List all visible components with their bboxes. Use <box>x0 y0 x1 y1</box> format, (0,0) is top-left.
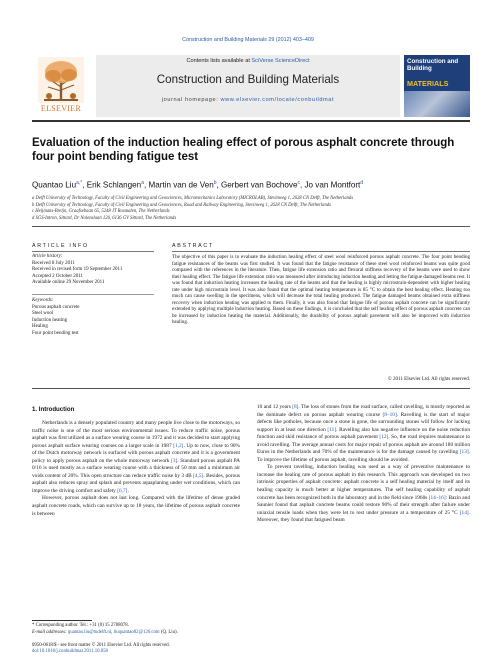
author-affiliation-marker[interactable]: c <box>297 180 300 186</box>
journal-reference[interactable]: Construction and Building Materials 29 (2012) 403–409 <box>182 37 314 43</box>
abstract-copyright: © 2011 Elsevier Ltd. All rights reserved. <box>387 376 470 382</box>
keywords-heading: Keywords: <box>32 298 54 303</box>
keyword: Healing <box>32 324 48 330</box>
cover-photo <box>404 91 470 117</box>
body-text: . Standard porous asphalt PA 0/16 is used mostly as a surface wearing course with a thickness of 50 mm and a minimum air voids content of 20%. This open structure can reduce traffic noise by 3 dB <box>32 457 240 479</box>
author-affiliation-marker[interactable]: a,* <box>76 180 83 186</box>
author-affiliation-marker[interactable]: b <box>213 180 217 186</box>
keyword: Induction heating <box>32 317 68 323</box>
keyword: Steel wool <box>32 311 54 317</box>
body-column-left <box>32 420 240 518</box>
article-info-rule <box>32 251 154 252</box>
author-affiliation-marker[interactable]: a <box>141 180 144 186</box>
body-text: Netherlands is a densely populated country and many people live close to the motorways, so traffic noise is one of the most serious environmental issues. To reduce traffic noise, porous asphalt was first utilized as a surface wearing course in 1972 and it was decided to start applying porous asphalt surface wearing courses on a larger scale in 1987 <box>32 420 240 449</box>
homepage-prefix: journal homepage: <box>161 97 221 103</box>
header-divider <box>32 120 470 122</box>
footnote-rule <box>32 620 92 621</box>
doi-link[interactable]: doi:10.1016/j.conbuildmat.2011.10.058 <box>32 649 108 655</box>
article-info-separator <box>32 294 154 295</box>
body-text: . Besides, porous asphalt also reduces spray and splash and prevents aquaplaning under wet conditions, which can improve the driving comfort and safety <box>32 472 240 494</box>
issn-line: 0950-0618/$ - see front matter © 2011 Elsevier Ltd. All rights reserved. <box>32 643 170 648</box>
author-list <box>32 180 472 190</box>
keyword: Four point bending test <box>32 330 79 336</box>
abstract-text: The objective of this paper is to evaluate the induction healing effect of steel wool reinforced porous asphalt concrete. The four point bending fatigue resistances of the beams was first studied. It was found that the fatigue resistance of these steel wool reinforced beams was quite good compared with the references in the literature. Then, fatigue life extension ratio and flexural stiffness recovery of the beams were used to show their healing effect. The fatigue life extension ratio was measured after introducing induction heating and letting the fatigue damaged beams rest. It was found that induction heating increases the healing rate of the beams and that the healing is highly microstrain-dependent with higher healing rate under high microstrain level. It was also found that the optimal heating temperature is 85 °C to obtain the best healing effect. Heating too much can cause swelling in the specimens, which will decrease the total healing produced. The fatigue damaged beams obtained extra stiffness recovery when induction heating was applied to them. Finally, it was also found that fatigue life of porous asphalt concrete can be significantly extended by applying multiple induction heating. Based on these findings, it is concluded that the self healing effect of porous asphalt concrete can be increased by induction heating the material. Additionally, the durability of porous asphalt pavement will also be improved with induction healing. <box>172 254 470 326</box>
body-paragraph <box>32 420 240 495</box>
author-separator: , <box>299 180 305 190</box>
affiliation: d SGS-Intron, Sittard, Dr Nolenslaan 126, 6136 GV Sittard, The Netherlands <box>32 215 177 221</box>
body-paragraph <box>257 404 470 464</box>
cover-subtitle: MATERIALS <box>407 79 449 88</box>
keywords <box>32 298 156 338</box>
elsevier-logo[interactable] <box>32 55 90 117</box>
body-column-right <box>257 404 470 525</box>
section-divider <box>32 226 470 227</box>
history-entry: Received 8 July 2011 <box>32 260 76 266</box>
article-history-heading: Article history: <box>32 254 63 259</box>
affiliations <box>32 196 472 222</box>
body-text: . Up to now, close to 90% of the Dutch motorway network is surfaced with porous asphalt concrete and it is a government policy to apply porous asphalt on the whole motorway network <box>32 442 240 464</box>
email-separator: , <box>111 630 114 635</box>
article-title: Evaluation of the induction healing effect of porous asphalt concrete through four point bending fatigue test <box>32 137 455 163</box>
abstract-heading: ABSTRACT <box>172 243 214 249</box>
body-text: However, porous asphalt does not last long. Compared with the lifetime of dense graded asphalt concrete roads, which can survive up to 18 years, the lifetime of porous asphalt concrete is between <box>32 495 240 517</box>
affiliation: a Delft University of Technology, Faculty of Civil Engineering and Geosciences, Micromechanics Laboratory (MICROLAB), Stevinweg 1, 2628 CN Delft, The Netherlands <box>32 196 354 201</box>
sciencedirect-link[interactable]: SciVerse ScienceDirect <box>251 58 310 64</box>
history-entry: Available online 29 November 2011 <box>32 280 105 286</box>
citation-link[interactable]: [8–10] <box>382 411 397 418</box>
contents-prefix: Contents lists available at <box>186 58 252 64</box>
cover-title: Construction and Building <box>407 58 459 72</box>
keyword: Porous asphalt concrete <box>32 304 80 310</box>
author-separator: , <box>143 180 149 190</box>
author-name[interactable]: Gerbert van Bochove <box>221 180 298 190</box>
affiliation: c Heijmans-Breijn, Graafsebaan 65, 5248 JT Rosmalen, The Netherlands <box>32 209 170 215</box>
contents-availability <box>96 58 400 64</box>
citation-link[interactable]: [6,7] <box>117 487 128 494</box>
citation-link[interactable]: [13] <box>459 449 469 456</box>
email-label: E-mail addresses: <box>32 630 68 635</box>
affiliation: b Delft University of Technology, Faculty of Civil Engineering and Geosciences, Road and Railway Engineering, Stevinweg 1, 2628 CN Delft, The Netherlands <box>32 202 331 208</box>
body-text: . The loss of stones from the road surface, called ravelling, is mostly reported as the dominate defect on porous asphalt wearing course <box>257 404 470 418</box>
elsevier-wordmark: ELSEVIER <box>40 104 82 113</box>
citation-link[interactable]: [12] <box>379 434 389 441</box>
homepage-link[interactable]: www.elsevier.com/locate/conbuildmat <box>220 97 335 103</box>
section-heading: 1. Introduction <box>32 406 75 413</box>
email-link[interactable]: liuquantao82@126.com <box>113 630 160 635</box>
corresponding-author-note: * Corresponding author. Tel.: +31 (0) 15 2788078. <box>32 623 129 628</box>
citation-link[interactable]: [4,5] <box>193 472 204 479</box>
citation-link[interactable]: [14] <box>459 509 469 516</box>
article-history <box>32 254 156 287</box>
history-entry: Accepted 2 October 2011 <box>32 273 84 279</box>
author-separator: , <box>82 180 87 190</box>
body-text: 10 and 12 years <box>257 404 293 410</box>
author-separator: , <box>216 180 221 190</box>
elsevier-tree-logo <box>38 57 84 103</box>
body-text: . Ravelling is the start of major defects like potholes, because once a stone is gone, the surrounding stones will follow for lacking support in at least one direction <box>257 411 470 433</box>
body-paragraph <box>32 495 240 518</box>
author-name[interactable]: Quantao Liu <box>32 180 77 190</box>
body-text: . So, the road requires maintenance to avoid ravelling. The average annual costs for major repair of porous asphalt are around 180 million Euros in the Netherlands and 70% of the maintenance is for the damage caused by ravelling <box>257 434 470 456</box>
issn-doi <box>32 643 242 656</box>
citation-link[interactable]: [8] <box>292 404 299 410</box>
journal-header <box>32 55 470 117</box>
body-text: . <box>127 487 129 494</box>
journal-homepage <box>96 97 400 103</box>
author-name[interactable]: Erik Schlangen <box>86 180 142 190</box>
body-text: To prevent ravelling, induction healing was used as a way of preventive maintenance to increase the healing rate of porous asphalt in this research. This approach was developed on two intrinsic properties of asphalt concrete: asphalt concrete is a self healing material by itself and its healing capacity is much better at higher temperatures. The self healing capability of asphalt concrete has been recognized both in the laboratory and in the field since 1960s <box>257 464 470 501</box>
body-text: . To improve the lifetime of porous asphalt, ravelling should be avoided. <box>257 449 470 463</box>
citation-link[interactable]: [14–16] <box>428 494 446 501</box>
citation-link[interactable]: [3] <box>171 457 178 464</box>
body-paragraph <box>257 464 470 524</box>
email-addresses <box>32 630 242 636</box>
journal-cover-image[interactable] <box>404 55 470 117</box>
author-name[interactable]: Martin van de Ven <box>148 180 214 190</box>
author-affiliation-marker[interactable]: d <box>360 180 364 186</box>
body-text: . Moreover, they found that fatigued beam <box>257 509 470 524</box>
citation-link[interactable]: [11] <box>327 426 337 433</box>
email-link[interactable]: quantao.liu@tudelft.nl <box>67 630 112 635</box>
history-entry: Received in revised form 19 September 2011 <box>32 267 123 273</box>
abstract-rule <box>172 251 470 252</box>
section-divider <box>32 388 470 389</box>
journal-banner <box>96 55 400 117</box>
journal-name: Construction and Building Materials <box>156 73 340 86</box>
author-name[interactable]: Jo van Montfort <box>304 180 361 190</box>
citation-link[interactable]: [1,2] <box>173 442 184 449</box>
body-text: . Ravelling also has negative influence on the noise reduction function and skid resistance of porous asphalt pavement <box>257 426 470 441</box>
body-text: : Bazin and Saunier found that asphalt concrete beams could restore 90% of their strength after failure under uniaxial tensile loads when they were let to rest under pressure at a temperature of 25 °C <box>257 494 470 516</box>
article-info-heading: ARTICLE INFO <box>32 243 89 249</box>
email-suffix: (Q. Liu). <box>159 630 178 635</box>
